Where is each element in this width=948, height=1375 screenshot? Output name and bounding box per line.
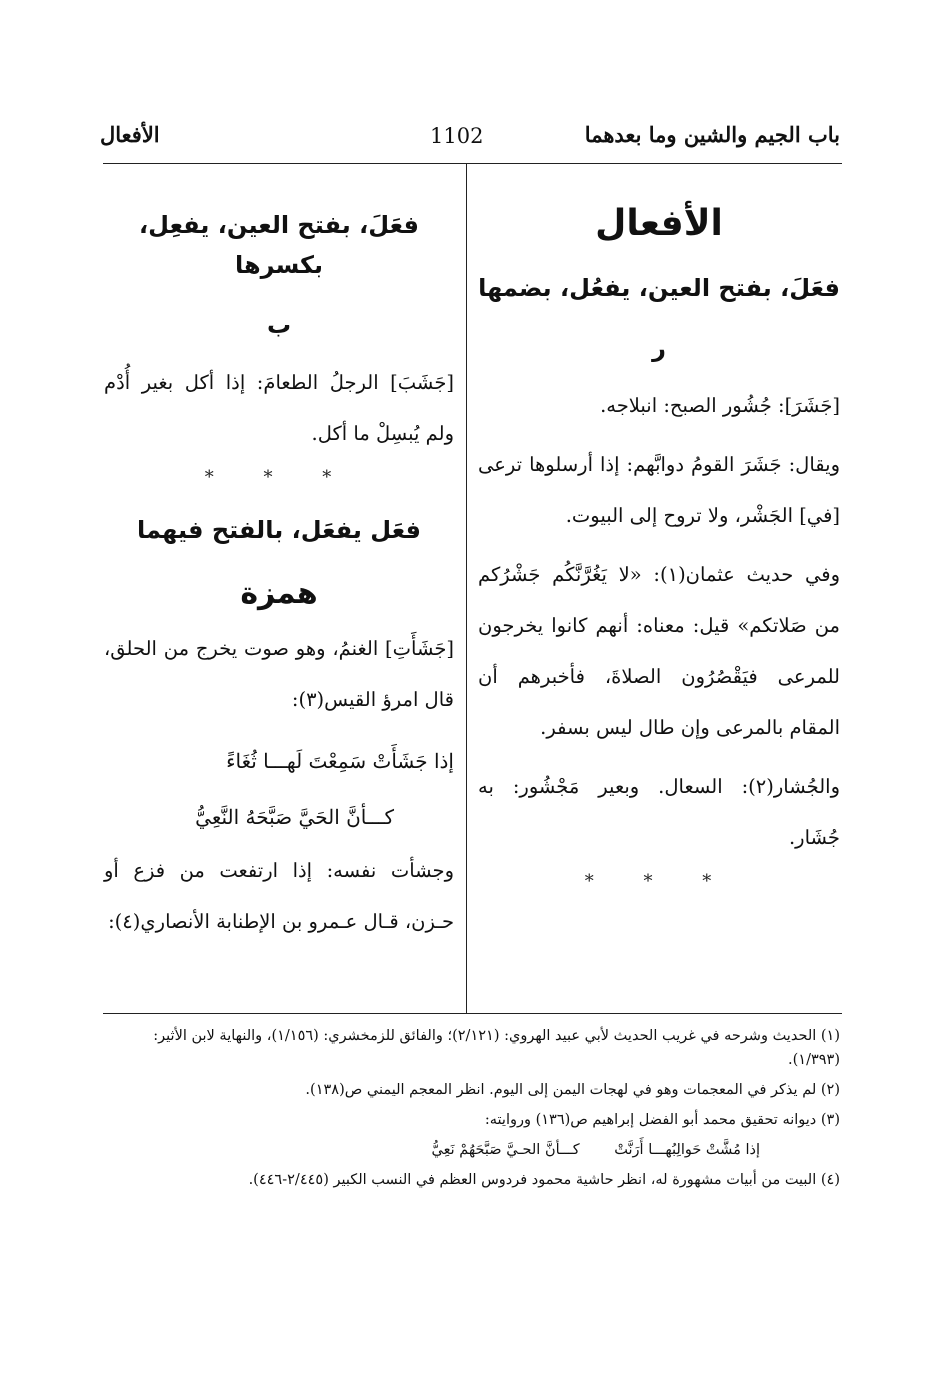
footnote-4: (٤) البيت من أبيات مشهورة له، انظر حاشية محمود فردوس العظم في النسب الكبير (٢/٤٤٥-٤٤٦). [248, 1172, 840, 1188]
entry-jushar: والجُشار(٢): السعال. وبعير مَجْشُور: به جُشَار. [478, 775, 840, 849]
footnote-2: (٢) لم يذكر في المعجمات وهو في لهجات اليمن إلى اليوم. انظر المعجم اليمني ص(١٣٨). [305, 1082, 840, 1098]
letter-heading-ra: ر [652, 334, 666, 362]
entry-jasha-at-nafsuhu: وجشأت نفسه: إذا ارتفعت من فزع أو حـزن، قـال عـمرو بن الإطنابة الأنصاري(٤): [104, 859, 454, 933]
footnotes [104, 1024, 840, 1198]
right-column [478, 175, 840, 914]
pattern-heading-fa-al-yaf-il: فعَلَ، بفتح العين، يفعِل، بكسرها [139, 211, 419, 279]
section-separator-stars: * * * [204, 467, 354, 488]
footnote-3-verse [104, 1138, 840, 1162]
header-divider [103, 163, 842, 164]
running-chapter-title: باب الجيم والشين وما بعدهما [584, 122, 840, 147]
entry-jasha-at: [جَشَأَتِ] الغنمُ، وهو صوت يخرج من الحلق، قال امرؤ القيس(٣): [104, 637, 454, 711]
entry-hadith-uthman: وفي حديث عثمان(١): «لا يَغُرَّنَّكُم جَشْرُكم من صَلاتكم» قيل: معناه: أنهم كانوا يخرجون للمرعى فيَقْصُرُون الصلاةَ، فأخبرهم أن المقام بالمرعى وإن طال ليس بسفر. [478, 563, 841, 739]
footnote-verse-first-hemistich: إذا مُشَّتْ حَوالِبُهـــا أَرَنَّتْ [614, 1142, 760, 1158]
verbs-heading: الأفعال [595, 203, 723, 244]
poem-verse-first-hemistich: إذا جَشَأَتْ سَمِعْتَ لَهـــا ثُغَاءً [226, 749, 454, 773]
letter-heading-ba: ب [266, 311, 292, 339]
footnote-1: (١) الحديث وشرحه في غريب الحديث لأبي عبيد الهروي: (٢/١٢١)؛ والفائق للزمخشري: (١/١٥٦)، والنهاية لابن الأثير: (١/٣٩٣). [153, 1028, 840, 1068]
entry-jashar: [جَشَرَ]: جُشُور الصبح: انبلاجه. [600, 394, 840, 417]
poem-verse-second-hemistich: كـــأنَّ الحَيَّ صَبَّحَهُ النَّعِيُّ [195, 805, 394, 829]
left-column [104, 175, 454, 955]
footnote-divider [103, 1013, 842, 1014]
footnote-3: (٣) ديوانه تحقيق محمد أبو الفضل إبراهيم ص(١٣٦) وروايته: [484, 1112, 840, 1128]
running-header [100, 122, 840, 158]
page-number: 1102 [430, 124, 484, 148]
column-divider [466, 163, 467, 1013]
running-section-title: الأفعال [100, 122, 160, 147]
pattern-heading-fa-al-yaf-al: فعَل يفعَل، بالفتح فيهما [137, 516, 421, 544]
entry-jashar-dawabb: ويقال: جَشَرَ القومُ دوابَّهم: إذا أرسلوها ترعى [في] الجَشْر، ولا تروح إلى البيوت. [478, 453, 840, 527]
footnote-verse-second-hemistich: كـــأنَّ الحـيَّ صَبَّحَهُمْ نَعِيُّ [431, 1142, 580, 1158]
pattern-heading-fa-al-yaf-ul: فعَلَ، بفتح العين، يفعُل، بضمها [478, 274, 840, 302]
entry-jashab: [جَشَبَ] الرجلُ الطعامَ: إذا أكل بغير أُدْم ولم يُبسِلْ ما أكل. [104, 371, 454, 445]
section-separator-stars: * * * [584, 871, 734, 892]
letter-heading-hamza: همزة [240, 576, 318, 611]
